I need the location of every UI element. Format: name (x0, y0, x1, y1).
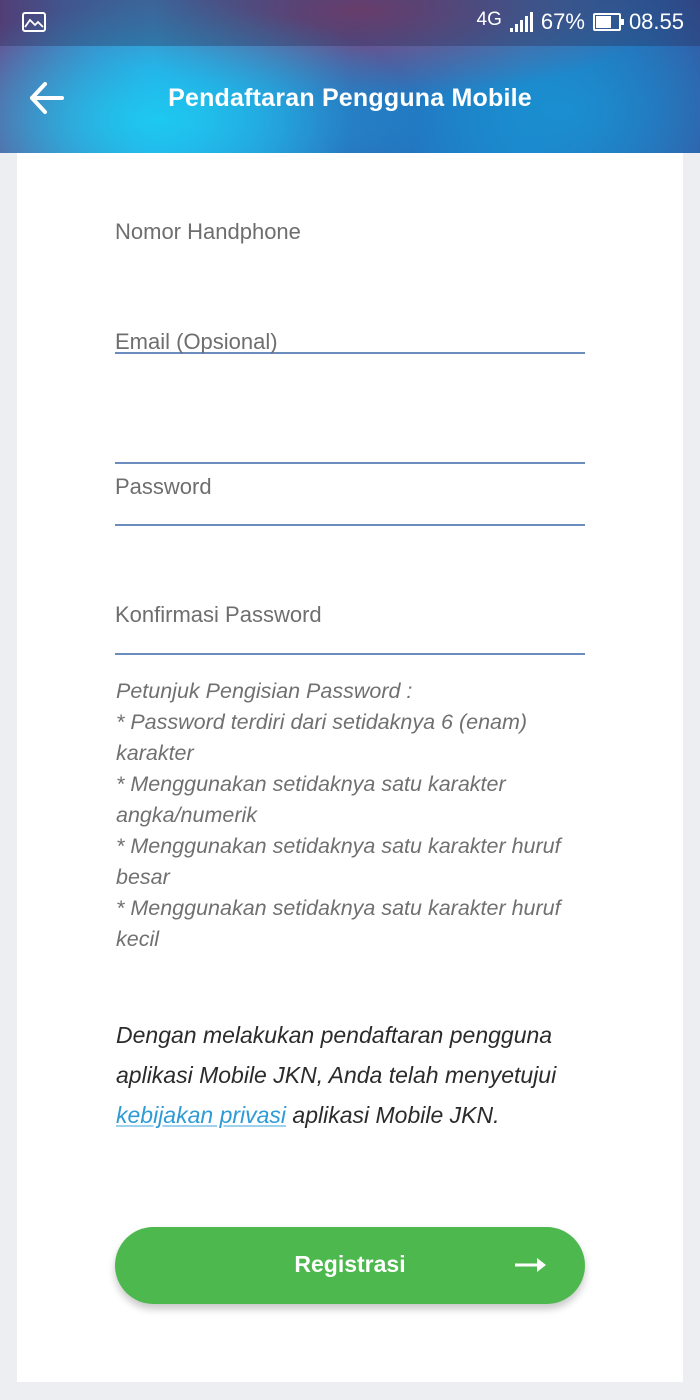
page-title: Pendaftaran Pengguna Mobile (168, 84, 532, 112)
password-field[interactable] (115, 474, 585, 500)
registration-form-card (17, 153, 683, 1382)
email-input[interactable] (115, 365, 589, 401)
email-field[interactable] (115, 329, 585, 355)
password-hint-item: * Password terdiri dari setidaknya 6 (enam) karakter (116, 710, 528, 765)
confirm-password-input[interactable] (115, 614, 589, 650)
status-bar (0, 0, 700, 46)
privacy-consent-text (116, 1015, 586, 1135)
field-underline (115, 462, 585, 464)
password-hints (116, 676, 596, 955)
consent-text-after: aplikasi Mobile JKN. (286, 1102, 500, 1128)
field-underline (115, 653, 585, 655)
app-bar (0, 46, 700, 153)
field-underline (115, 524, 585, 526)
network-type: 4G (476, 9, 502, 30)
email-label: Email (Opsional) (115, 329, 278, 354)
password-hints-title: Petunjuk Pengisian Password : (116, 679, 413, 703)
password-label: Password (115, 474, 212, 499)
confirm-password-label: Konfirmasi Password (115, 602, 322, 627)
clock: 08.55 (628, 9, 684, 34)
phone-number-field[interactable] (115, 219, 585, 245)
password-hint-item: * Menggunakan setidaknya satu karakter huruf kecil (116, 896, 561, 951)
image-icon (22, 12, 46, 32)
arrow-right-icon (513, 1254, 547, 1276)
password-hint-item: * Menggunakan setidaknya satu karakter huruf besar (116, 834, 561, 889)
register-button-label: Registrasi (294, 1251, 406, 1277)
privacy-policy-link[interactable]: kebijakan privasi (116, 1102, 287, 1128)
header (0, 0, 700, 153)
battery-icon (593, 13, 621, 31)
signal-icon (510, 12, 533, 32)
battery-percent: 67% (540, 9, 585, 34)
password-input[interactable] (115, 486, 589, 522)
phone-number-label: Nomor Handphone (115, 219, 301, 244)
register-button[interactable] (115, 1227, 585, 1304)
confirm-password-field[interactable] (115, 602, 585, 628)
password-hint-item: * Menggunakan setidaknya satu karakter angka/numerik (116, 772, 506, 827)
phone-number-input[interactable] (115, 255, 589, 291)
consent-text-before: Dengan melakukan pendaftaran pengguna aplikasi Mobile JKN, Anda telah menyetujui (116, 1022, 557, 1088)
